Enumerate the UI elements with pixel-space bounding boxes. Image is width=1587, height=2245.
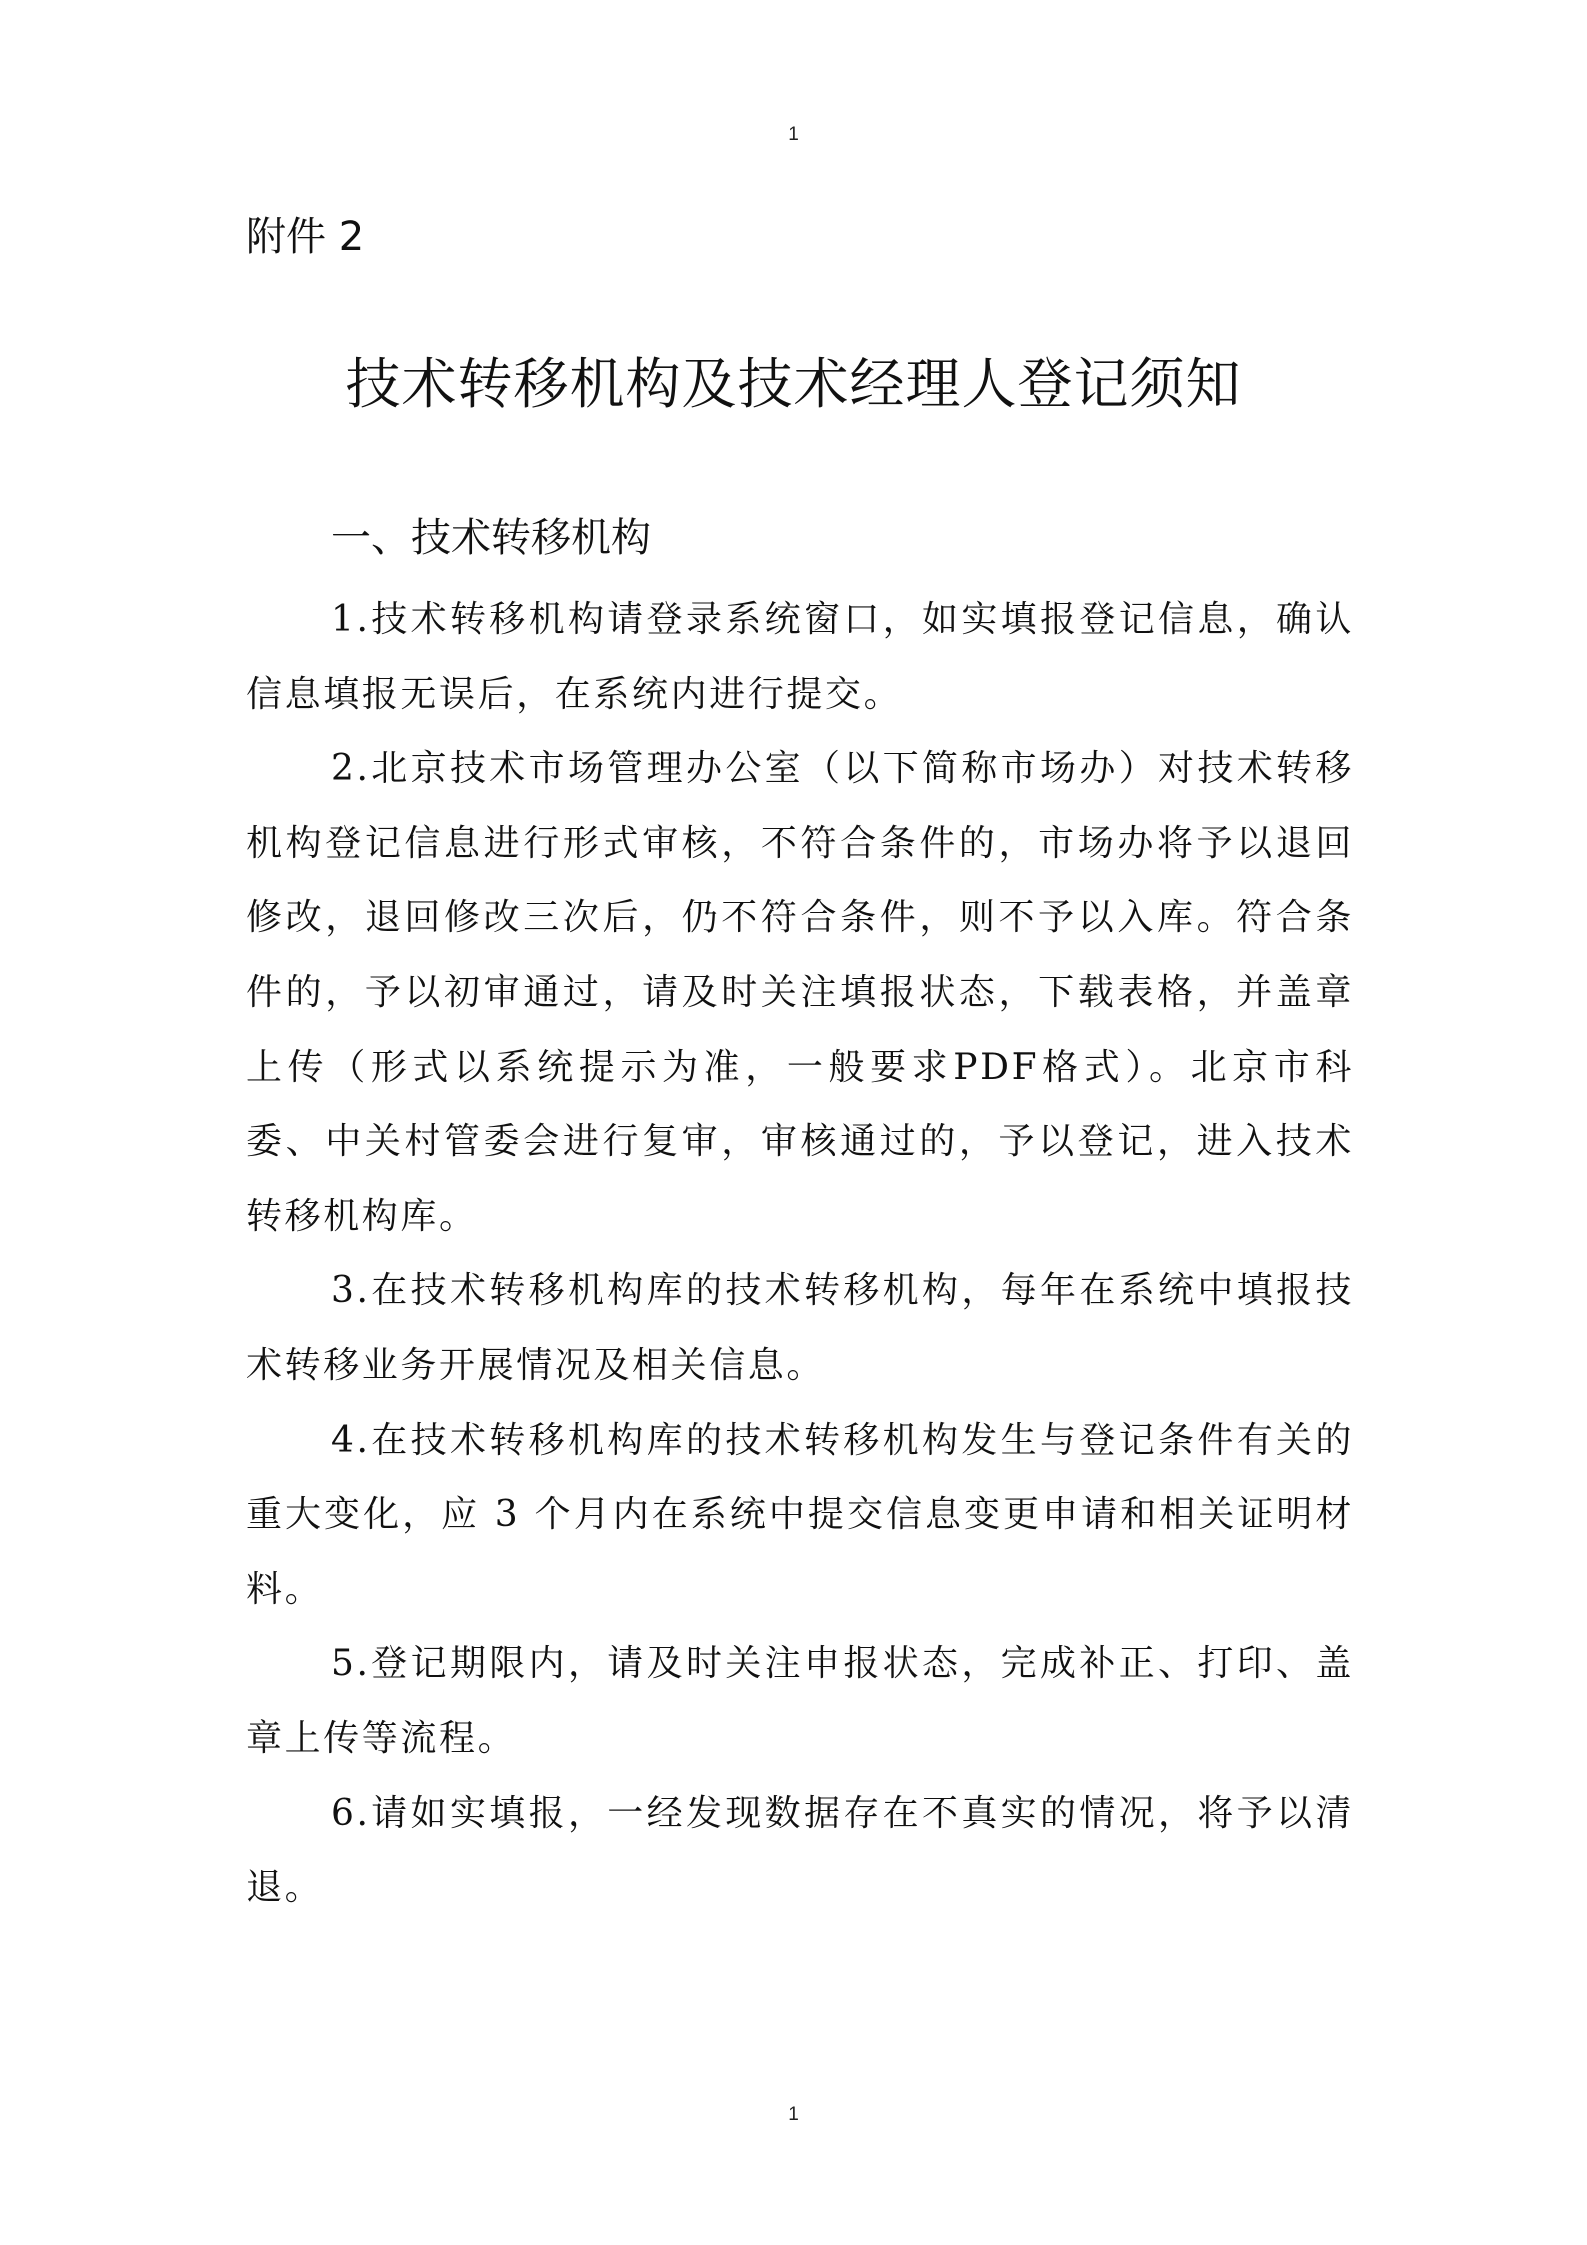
section-heading: 一、技术转移机构 [331, 515, 651, 561]
document-title: 技术转移机构及技术经理人登记须知 [345, 352, 1242, 416]
body-text [246, 583, 1354, 1926]
paragraph-3: 3.在技术转移机构库的技术转移机构，每年在系统中填报技术转移业务开展情况及相关信息。 [246, 1270, 1354, 1386]
paragraph-2: 2.北京技术市场管理办公室（以下简称市场办）对技术转移机构登记信息进行形式审核，不符合条件的，市场办将予以退回修改，退回修改三次后，仍不符合条件，则不予以入库。符合条件的，予以初审通过，请及时关注填报状态，下载表格，并盖章上传（形式以系统提示为准，一般要求PDF格式）。北京市科委、中关村管委会进行复审，审核通过的，予以登记，进入技术转移机构库。 [246, 748, 1354, 1237]
page-number-top: 1 [788, 124, 799, 145]
page-number-bottom: 1 [788, 2104, 799, 2125]
paragraph-5: 5.登记期限内，请及时关注申报状态，完成补正、打印、盖章上传等流程。 [246, 1643, 1354, 1759]
paragraph-4: 4.在技术转移机构库的技术转移机构发生与登记条件有关的重大变化，应 3 个月内在系统中提交信息变更申请和相关证明材料。 [246, 1419, 1354, 1610]
attachment-label: 附件 2 [246, 214, 365, 260]
paragraph-6: 6.请如实填报，一经发现数据存在不真实的情况，将予以清退。 [246, 1792, 1354, 1909]
paragraph-1: 1.技术转移机构请登录系统窗口，如实填报登记信息，确认信息填报无误后，在系统内进行提交。 [246, 599, 1354, 715]
